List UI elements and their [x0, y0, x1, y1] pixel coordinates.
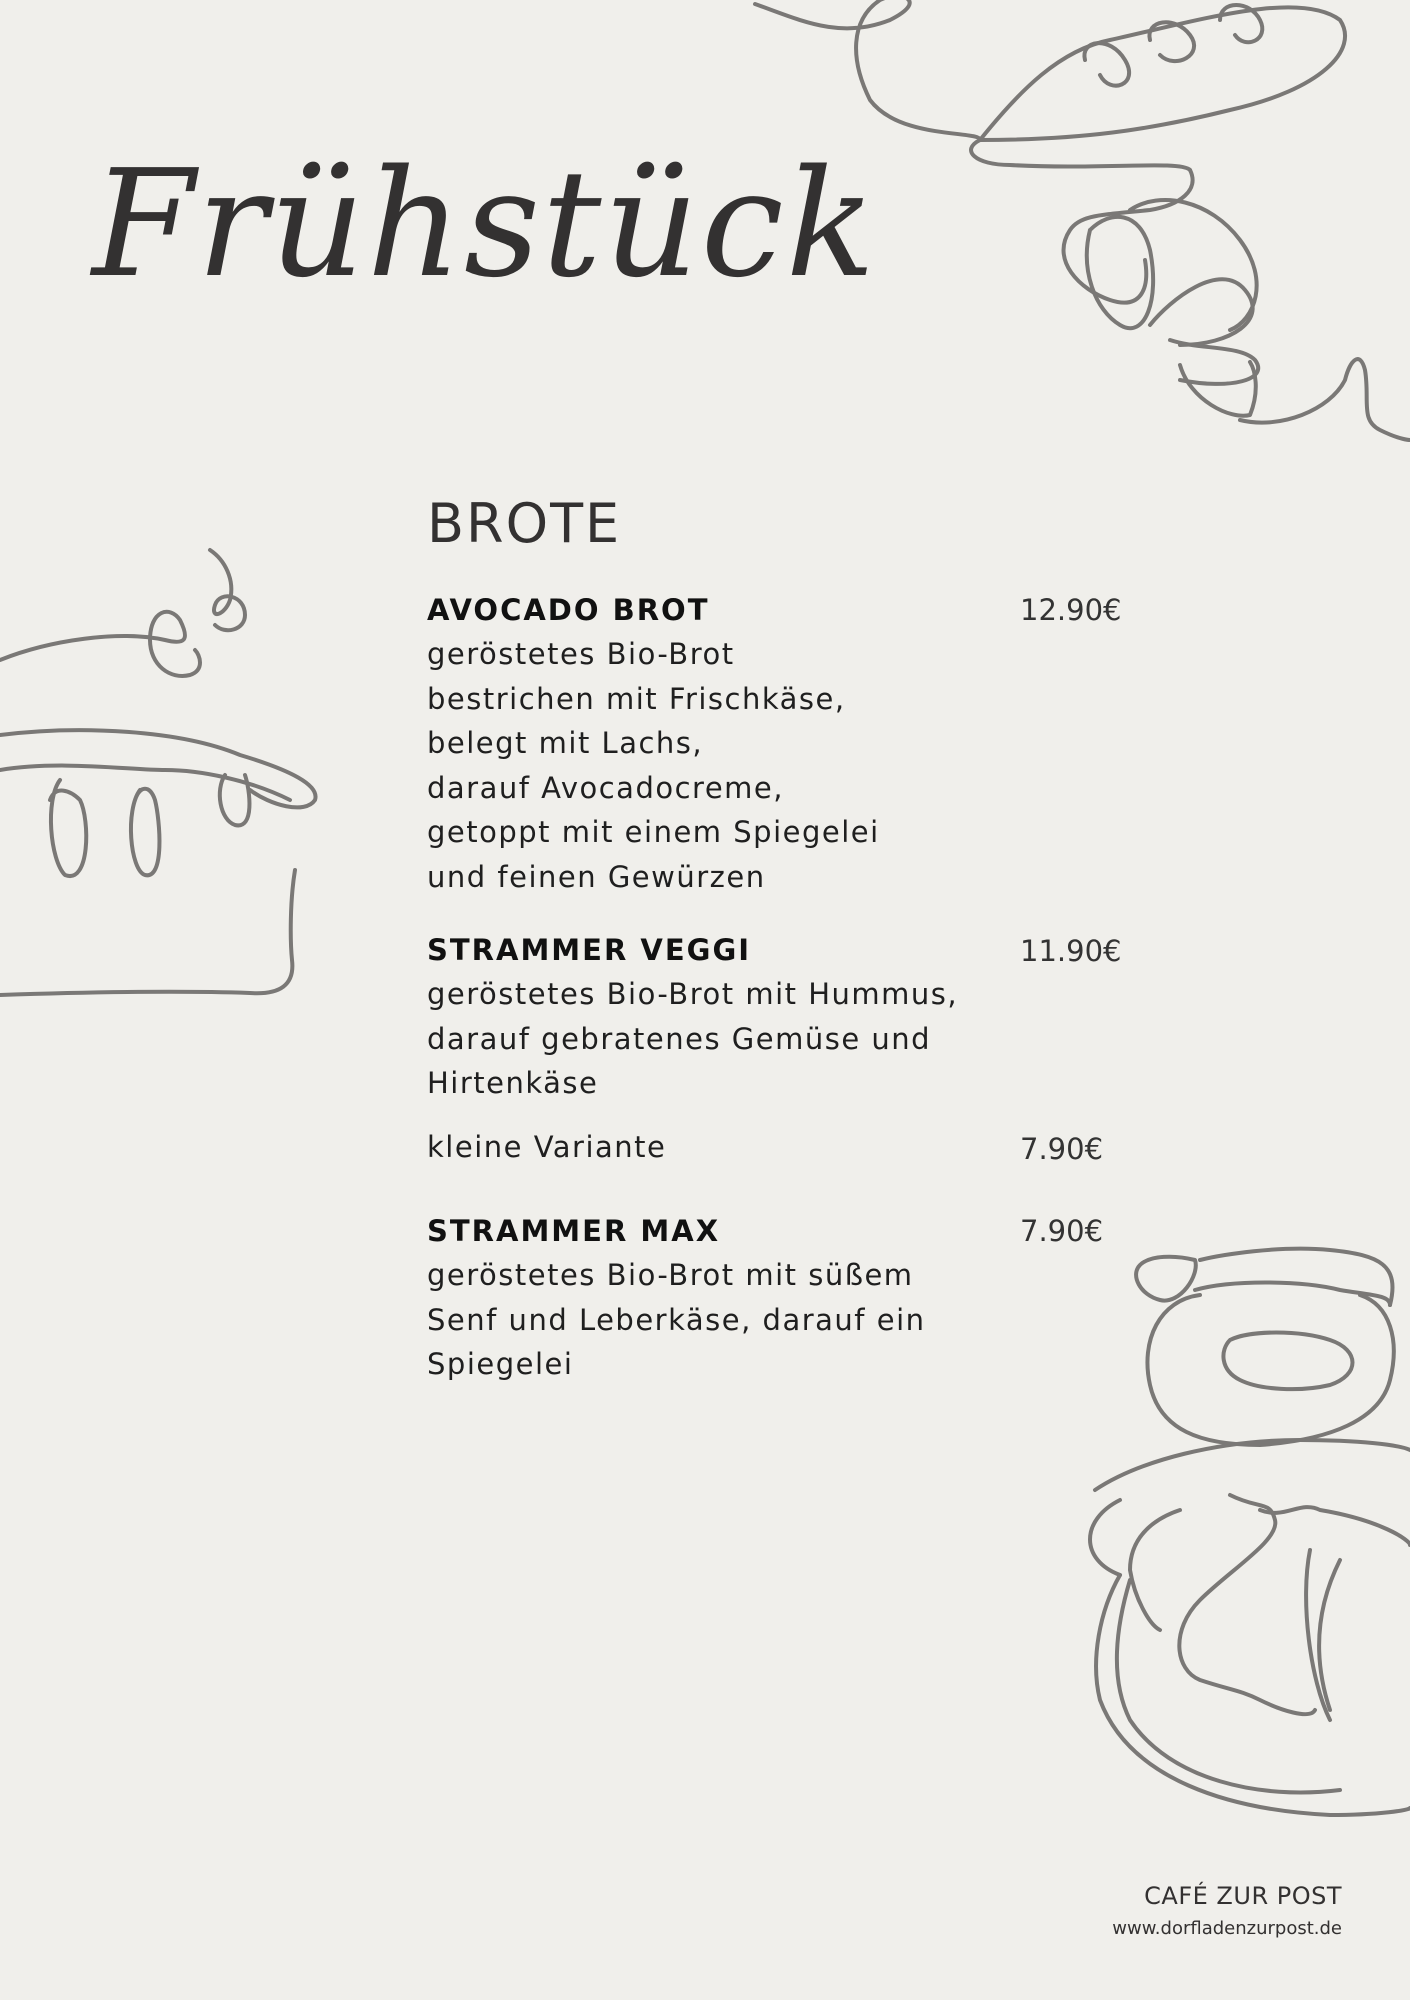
item-description: geröstetes Bio-Brot mit süßem Senf und Leberkäse, darauf ein Spiegelei — [427, 1258, 926, 1381]
item-price: 12.90€ — [1020, 593, 1122, 627]
item-description: geröstetes Bio-Brot bestrichen mit Frischkäse, belegt mit Lachs, darauf Avocadocreme, getoppt mit einem Spiegelei und feinen Gewürzen — [427, 637, 880, 894]
cake-line-art — [0, 550, 316, 995]
croissant-line-art — [1064, 170, 1410, 440]
page-title: Frühstück — [92, 138, 878, 310]
item-description: geröstetes Bio-Brot mit Hummus, darauf gebratenes Gemüse und Hirtenkäse — [427, 977, 959, 1100]
item-name: STRAMMER MAX — [427, 1214, 721, 1248]
footer-website: www.dorfladenzurpost.de — [1112, 1918, 1342, 1939]
footer-cafe-name: CAFÉ ZUR POST — [1144, 1882, 1342, 1910]
variant-price: 7.90€ — [1020, 1132, 1104, 1166]
section-title: BROTE — [427, 492, 622, 555]
item-price: 7.90€ — [1020, 1214, 1104, 1248]
item-price: 11.90€ — [1020, 934, 1122, 968]
menu-item — [427, 588, 1127, 899]
variant-label: kleine Variante — [427, 1130, 667, 1164]
coffee-cup-line-art — [1090, 1249, 1410, 1815]
item-name: STRAMMER VEGGI — [427, 933, 752, 967]
item-name: AVOCADO BROT — [427, 593, 710, 627]
